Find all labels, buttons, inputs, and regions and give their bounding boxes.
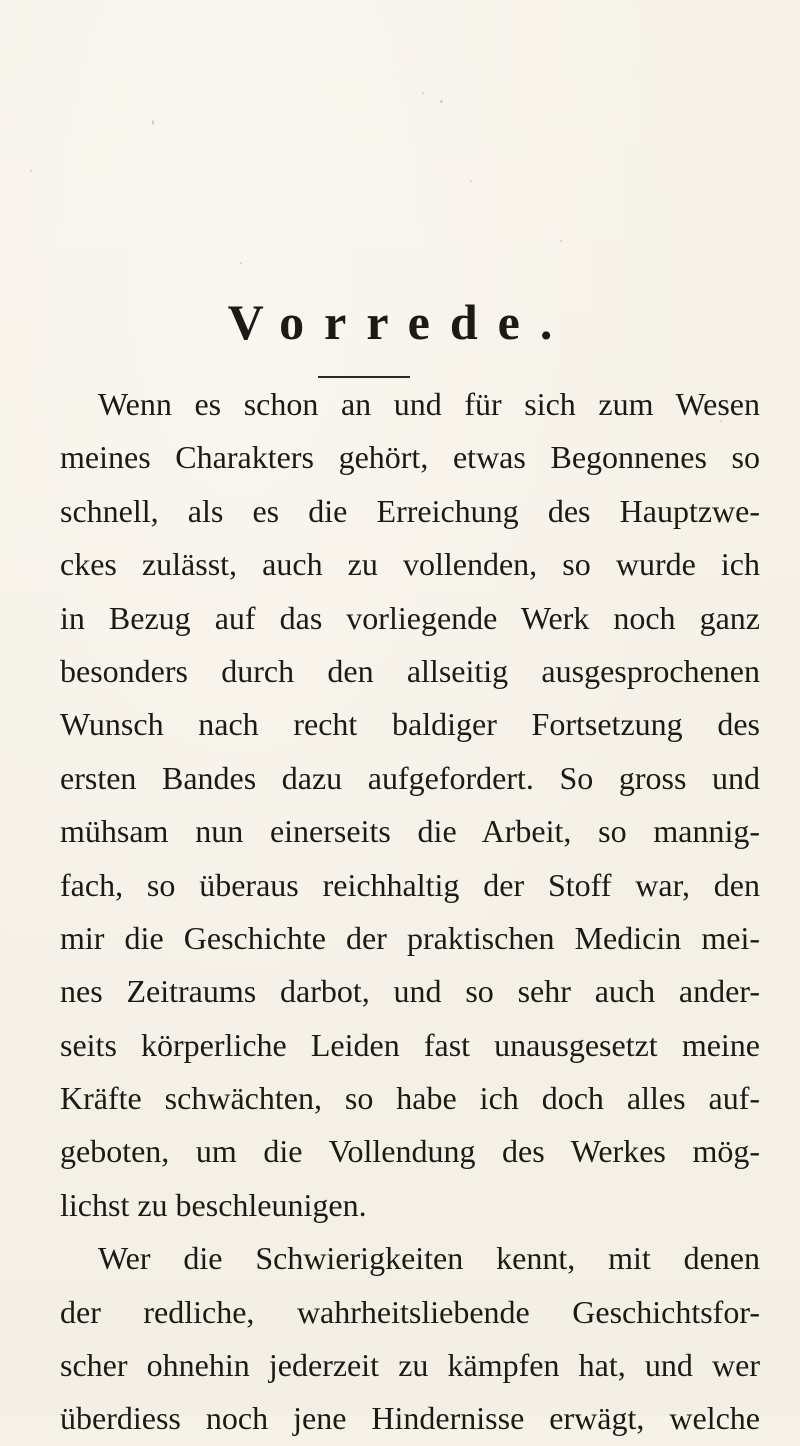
text-line: mühsam nun einerseits die Arbeit, so mannig- bbox=[60, 813, 760, 850]
text-line: besonders durch den allseitig ausgesprochenen bbox=[60, 652, 760, 689]
chapter-heading: Vorrede. bbox=[227, 294, 573, 350]
text-line: ckes zulässt, auch zu vollenden, so wurde ich bbox=[60, 546, 760, 583]
text-line: meines Charakters gehört, etwas Begonnenes so bbox=[60, 439, 760, 476]
text-line: geboten, um die Vollendung des Werkes mög- bbox=[60, 1133, 760, 1170]
text-line: lichst zu beschleunigen. bbox=[60, 1186, 367, 1223]
text-line: überdiess noch jene Hindernisse erwägt, welche bbox=[60, 1400, 760, 1437]
text-line: ersten Bandes dazu aufgefordert. So gross und bbox=[60, 759, 760, 796]
text-line: Kräfte schwächten, so habe ich doch alles auf- bbox=[60, 1080, 760, 1117]
text-line: scher ohnehin jederzeit zu kämpfen hat, und wer bbox=[60, 1347, 760, 1384]
text-line: seits körperliche Leiden fast unausgesetzt meine bbox=[60, 1026, 760, 1063]
text-line: schnell, als es die Erreichung des Hauptzwe- bbox=[60, 492, 760, 529]
text-line: Wunsch nach recht baldiger Fortsetzung des bbox=[60, 706, 760, 743]
text-line: fach, so überaus reichhaltig der Stoff war, den bbox=[60, 866, 760, 903]
text-line: nes Zeitraums darbot, und so sehr auch ander- bbox=[60, 973, 760, 1010]
body-text bbox=[60, 378, 760, 1446]
text-line: mir die Geschichte der praktischen Medicin mei- bbox=[60, 919, 760, 956]
text-line: Wenn es schon an und für sich zum Wesen bbox=[98, 386, 760, 422]
text-line: in Bezug auf das vorliegende Werk noch ganz bbox=[60, 599, 760, 636]
text-line: Wer die Schwierigkeiten kennt, mit denen bbox=[98, 1240, 760, 1277]
text-line: der redliche, wahrheitsliebende Geschichtsfor- bbox=[60, 1293, 760, 1330]
